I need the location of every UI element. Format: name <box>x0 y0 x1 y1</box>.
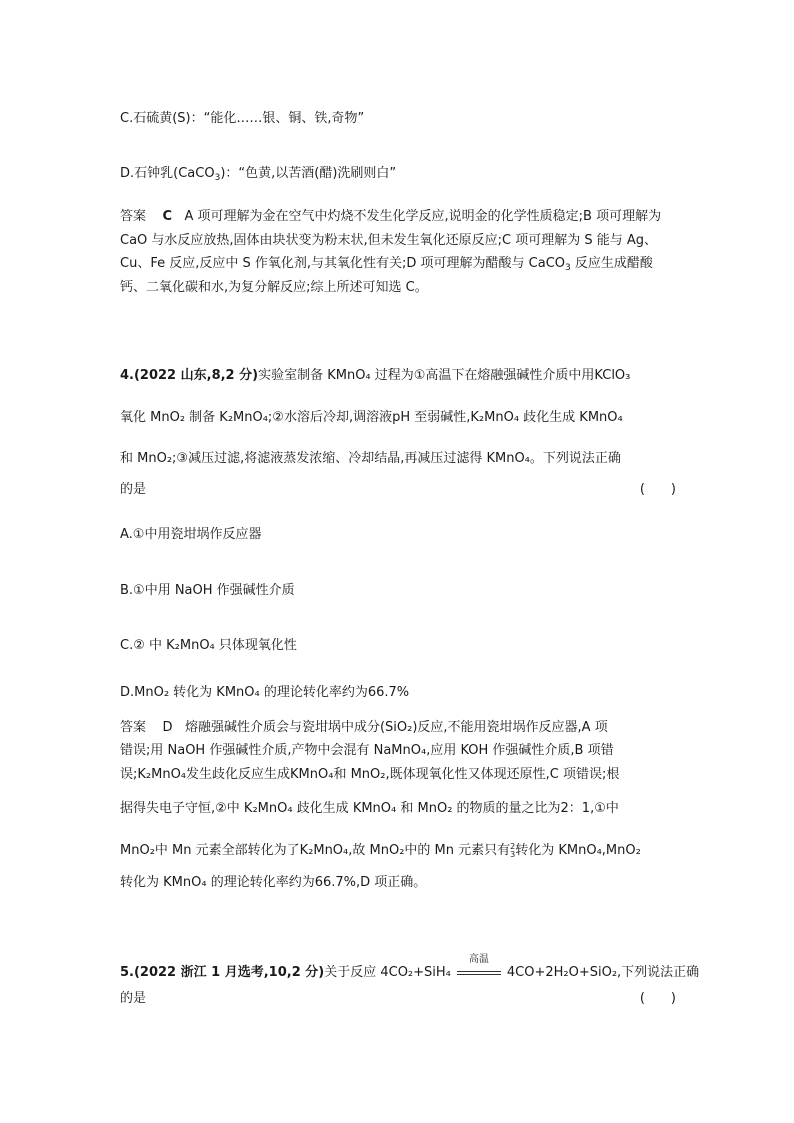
q3-option-d-prefix: D.石钟乳(CaCO <box>120 166 215 181</box>
q4-answer-text5b: 转化为 KMnO₄,MnO₂ <box>515 843 641 858</box>
q4-answer-line1 <box>120 719 608 737</box>
q4-answer-blank: ( ) <box>639 482 676 497</box>
fraction-numerator: 2 <box>510 841 516 851</box>
q3-answer-text-2: 反应生成醋酸钙、二氧化碳和水,为复分解反应;综上所述可知选 C。 <box>120 256 653 295</box>
q4-stem-text4: 的是 <box>120 482 147 497</box>
q5-header: 5.(2022 浙江 1 月选考,10,2 分) <box>120 965 325 980</box>
reaction-condition-arrow <box>457 953 501 975</box>
q4-answer-line3: 误;K₂MnO₄发生歧化反应生成KMnO₄和 MnO₂,既体现氧化性又体现还原性,C 项错误;根 <box>120 767 620 782</box>
q4-answer-line4: 据得失电子守恒,②中 K₂MnO₄ 歧化生成 KMnO₄ 和 MnO₂ 的物质的量之比为2：1,①中 <box>120 801 619 816</box>
q4-answer-line6: 转化为 KMnO₄ 的理论转化率约为66.7%,D 项正确。 <box>120 875 427 890</box>
q3-answer-text: A 项可理解为金在空气中灼烧不发生化学反应,说明金的化学性质稳定;B 项可理解为 CaO 与水反应放热,固体由块状变为粉末状,但未发生氧化还原反应;C 项可理解为 S 能与 Ag、Cu、Fe 反应,反应中 S 作氧化剂,与其氧化性有关;D 项可理解为醋酸与 CaCO <box>120 209 662 271</box>
q4-stem-line2: 氧化 MnO₂ 制备 K₂MnO₄;②水溶后冷却,调溶液pH 至弱碱性,K₂MnO₄ 歧化生成 KMnO₄ <box>120 410 623 425</box>
q5-stem-b: 4CO+2H₂O+SiO₂,下列说法正确 <box>506 965 700 980</box>
q3-option-d-suffix: )：“色黄,以苦酒(醋)洗刷则白” <box>220 166 397 181</box>
q4-stem-line4 <box>120 481 676 499</box>
q3-answer-choice: C <box>162 209 173 224</box>
q3-option-c: C.石硫黄(S)：“能化……银、铜、铁,奇物” <box>120 111 365 126</box>
q4-stem-line3: 和 MnO₂;③减压过滤,将滤液蒸发浓缩、冷却结晶,再减压过滤得 KMnO₄。下列说法正确 <box>120 451 621 466</box>
q4-stem-line1 <box>120 367 630 385</box>
q4-answer-choice: D <box>162 720 173 735</box>
q4-header: 4.(2022 山东,8,2 分) <box>120 368 259 383</box>
q4-answer-text1: 熔融强碱性介质会与瓷坩埚中成分(SiO₂)反应,不能用瓷坩埚作反应器,A 项 <box>184 720 608 735</box>
q3-answer: 答案 C A 项可理解为金在空气中灼烧不发生化学反应,说明金的化学性质稳定;B 项可理解为 CaO 与水反应放热,固体由块状变为粉末状,但未发生氧化还原反应;C 项可理解为 S 能与 Ag、Cu、Fe 反应,反应中 S 作氧化剂,与其氧化性有关;D 项可理解为醋酸与 CaCO$_3$ 反应生成醋酸钙、二氧化碳和水,为复分解反应;综上所述可知选 C。 <box>120 209 662 295</box>
q4-answer-text5a: MnO₂中 Mn 元素全部转化为了K₂MnO₄,故 MnO₂中的 Mn 元素只有 <box>120 843 511 858</box>
q5-stem-line1 <box>120 953 700 982</box>
q4-option-c: C.② 中 K₂MnO₄ 只体现氧化性 <box>120 638 297 653</box>
q5-stem-text2: 的是 <box>120 991 147 1006</box>
fraction-denominator: 3 <box>510 849 516 859</box>
q4-stem-text1: 实验室制备 KMnO₄ 过程为①高温下在熔融强碱性介质中用KClO₃ <box>258 368 631 383</box>
q3-answer-label: 答案 <box>120 209 147 224</box>
q4-option-a: A.①中用瓷坩埚作反应器 <box>120 527 262 542</box>
q5-stem-a: 关于反应 4CO₂+SiH₄ <box>324 965 451 980</box>
q4-option-d: D.MnO₂ 转化为 KMnO₄ 的理论转化率约为66.7% <box>120 685 410 700</box>
q4-answer-label: 答案 <box>120 720 147 735</box>
q4-option-b: B.①中用 NaOH 作强碱性介质 <box>120 583 295 598</box>
q4-answer-line2: 错误;用 NaOH 作强碱性介质,产物中会混有 NaMnO₄,应用 KOH 作强碱性介质,B 项错 <box>120 743 614 758</box>
q3-option-d: D.石钟乳(CaCO$_3$)：“色黄,以苦酒(醋)洗刷则白” <box>120 166 397 183</box>
q5-stem-line2 <box>120 990 676 1008</box>
q5-answer-blank: ( ) <box>639 991 676 1006</box>
q4-answer-line5 <box>120 842 641 860</box>
reaction-condition-label: 高温 <box>468 953 489 965</box>
